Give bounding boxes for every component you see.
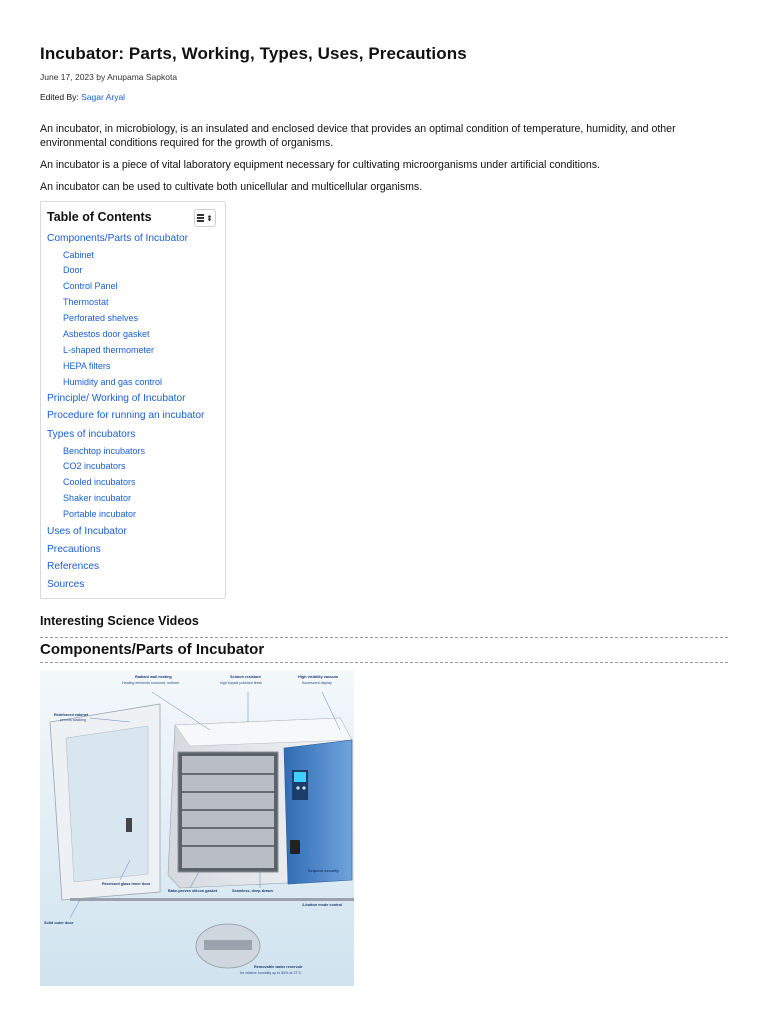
intro-paragraph-1: An incubator, in microbiology, is an insulated and enclosed device that provides an optimal condition of temperature, humidity, and other environmental conditions required for the growth of organisms. [40,123,676,149]
callout-radiant-title: Radiant wall heating [135,675,172,679]
toc-link[interactable]: Sources [47,579,85,590]
toc-link[interactable]: Uses of Incubator [47,526,127,537]
intro-paragraph-2: An incubator is a piece of vital laboratory equipment necessary for cultivating microorganisms under artificial conditions. [40,159,600,171]
callout-glass-title: Recessed glass inner door [102,882,151,886]
callout-setpoint-title: Setpoint security [308,869,339,873]
edited-by-prefix: Edited By: [40,92,79,102]
incubator-illustration [40,670,354,986]
toc-link[interactable]: References [47,561,100,572]
incubator-diagram [40,670,354,986]
callout-scratch-title: Scratch resistant [230,675,261,679]
toc-link[interactable]: L-shaped thermometer [63,345,155,355]
toc-link[interactable]: CO2 incubators [63,461,126,471]
section-divider [40,662,728,663]
toggle-arrows-icon: ⬍ [206,213,213,223]
callout-reservoir-title: Removable water reservoir [254,965,303,969]
intro-paragraph-3: An incubator can be used to cultivate both unicellular and multicellular organisms. [40,181,423,193]
toc-link[interactable]: Door [63,265,83,275]
toc-link[interactable]: Precautions [47,544,101,555]
toc-title: Table of Contents [47,210,152,224]
toc-link[interactable]: Components/Parts of Incubator [47,233,189,244]
editor-link[interactable]: Sagar Aryal [81,92,126,102]
toc-link[interactable]: Principle/ Working of Incubator [47,393,186,404]
callout-cabinet-text: permits stacking [60,718,86,722]
toc-link[interactable]: Asbestos door gasket [63,329,150,339]
toc-link[interactable]: Shaker incubator [63,493,132,503]
toc-link[interactable]: Humidity and gas control [63,377,163,387]
table-of-contents [40,201,226,599]
toc-link[interactable]: Cabinet [63,250,95,260]
post-meta: June 17, 2023 by Anupama Sapkota [40,72,178,82]
toc-link[interactable]: Types of incubators [47,429,136,440]
toc-link[interactable]: Portable incubator [63,509,137,519]
toc-link[interactable]: Procedure for running an incubator [47,410,205,421]
videos-heading: Interesting Science Videos [40,614,199,628]
callout-mode-title: 2-button mode control [302,903,343,907]
toc-link[interactable]: Cooled incubators [63,477,136,487]
toc-link[interactable]: HEPA filters [63,361,111,371]
callout-interior-title: Seamless, deep-drawn [232,889,273,893]
toc-link[interactable]: Control Panel [63,281,118,291]
toc-toggle-button[interactable] [194,209,216,227]
callout-display-text: fluorescent display [302,681,332,685]
edited-by-line [40,92,125,102]
toc-link[interactable]: Benchtop incubators [63,446,146,456]
callout-scratch-text: high impact polished finish [220,681,263,685]
callout-radiant-text: Heating elements surround, uniform [122,681,180,685]
list-toggle-icon [197,214,204,222]
section-divider [40,637,728,638]
callout-outer-door-title: Solid outer door [44,921,74,925]
components-heading: Components/Parts of Incubator [40,641,265,658]
toc-link[interactable]: Perforated shelves [63,313,139,323]
page-title: Incubator: Parts, Working, Types, Uses, Precautions [40,44,467,63]
toc-link[interactable]: Thermostat [63,297,109,307]
callout-gasket-title: Bake-proven silicon gasket [168,889,218,893]
callout-display-title: High visibility vacuum [298,675,339,679]
callout-reservoir-text: for relative humidity up to 85% at 37°C [240,971,302,975]
callout-cabinet-title: Reinforced cabinet [54,713,89,717]
